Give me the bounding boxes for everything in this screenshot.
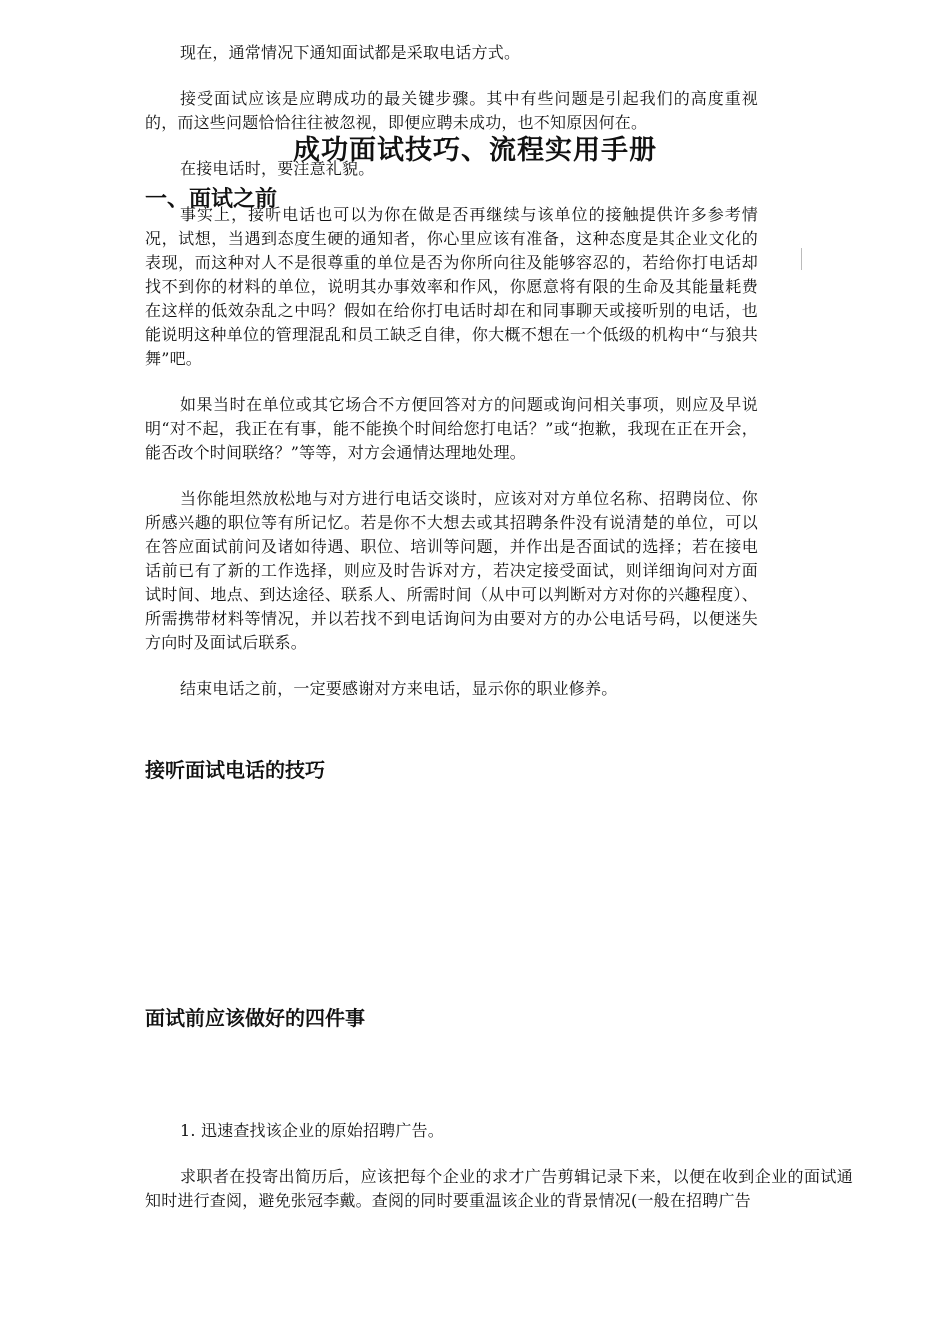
- paragraph-thanks: 结束电话之前，一定要感谢对方来电话，显示你的职业修养。: [180, 679, 618, 698]
- paragraph-conversation: 当你能坦然放松地与对方进行电话交谈时，应该对对方单位名称、招聘岗位、你所感兴趣的职位等有所记忆。若是你不大想去或其招聘条件没有说清楚的单位，可以在答应面试前问及诸如待遇、职位、培训等问题，并作出是否面试的选择；若在接电话前已有了新的工作选择，则应及时告诉对方，若决定接受面试，则详细询问对方面试时间、地点、到达途径、联系人、所需时间（从中可以判断对方对你的兴趣程度）、所需携带材料等情况，并以若找不到电话询问为由要对方的办公电话号码，以便迷失方向时及面试后联系。: [145, 489, 758, 652]
- paragraph-inconvenient: 如果当时在单位或其它场合不方便回答对方的问题或询问相关事项，则应及早说明“对不起，我正在有事，能不能换个时间给您打电话？”或“抱歉，我现在正在开会，能否改个时间联络？”等等，对方会通情达理地处理。: [145, 395, 758, 462]
- paragraph-job-ad: 求职者在投寄出简历后，应该把每个企业的求才广告剪辑记录下来，以便在收到企业的面试通知时进行查阅，避免张冠李戴。查阅的同时要重温该企业的背景情况(一般在招聘广告: [145, 1167, 853, 1210]
- paragraph-phone-notice: 现在，通常情况下通知面试都是采取电话方式。: [180, 43, 521, 62]
- list-item-1: 1. 迅速查找该企业的原始招聘广告。: [180, 1121, 444, 1140]
- text-cursor-mark: [801, 248, 802, 270]
- paragraph-politeness: 在接电话时，要注意礼貌。: [180, 159, 375, 178]
- paragraph-importance: 接受面试应该是应聘成功的最关键步骤。其中有些问题是引起我们的高度重视的，而这些问题恰恰往往被忽视，即便应聘未成功，也不知原因何在。: [145, 89, 758, 132]
- heading-phone-skills: 接听面试电话的技巧: [145, 758, 325, 782]
- section-heading: 一、面试之前: [145, 186, 278, 212]
- paragraph-reference: 事实上，接听电话也可以为你在做是否再继续与该单位的接触提供许多参考情况，试想，当遇到态度生硬的通知者，你心里应该有准备，这种态度是其企业文化的表现，而这种对人不是很尊重的单位是否为你所向往及能够容忍的，若给你打电话却找不到你的材料的单位，说明其办事效率和作风，你愿意将有限的生命及其能量耗费在这样的低效杂乱之中吗？假如在给你打电话时却在和同事聊天或接听别的电话，也能说明这种单位的管理混乱和员工缺乏自律，你大概不想在一个低级的机构中“与狼共舞”吧。: [145, 205, 758, 368]
- heading-four-things: 面试前应该做好的四件事: [145, 1006, 365, 1030]
- document-title: 成功面试技巧、流程实用手册: [293, 135, 657, 166]
